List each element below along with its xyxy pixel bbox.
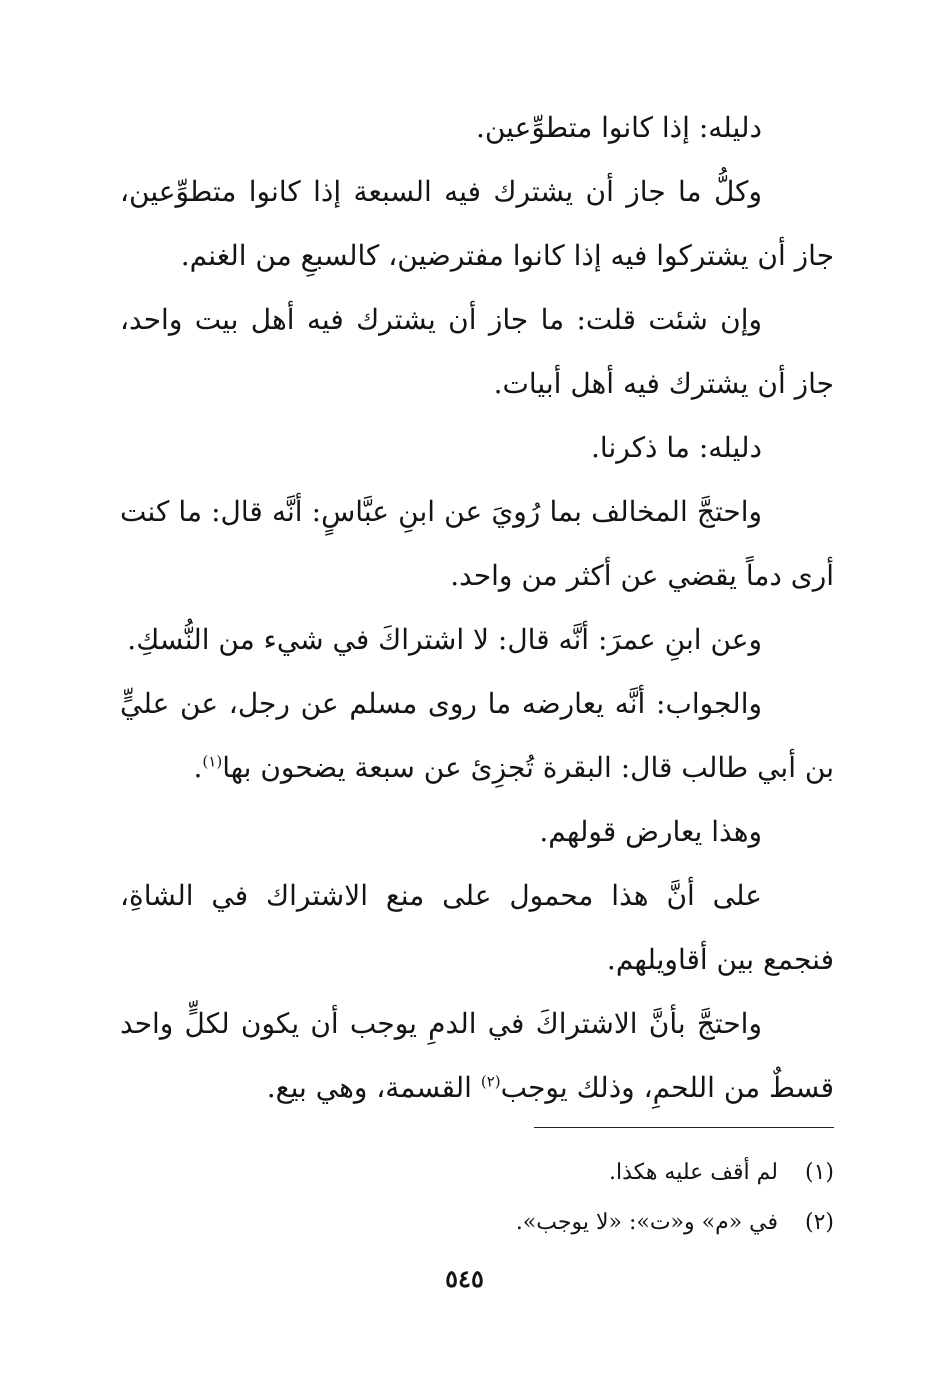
footnote-separator bbox=[534, 1127, 834, 1128]
main-text bbox=[120, 96, 834, 1120]
paragraph-7-text: والجواب: أنَّه يعارضه ما روى مسلم عن رجل، عن عليٍّ بن أبي طالب قال: البقرة تُجزِئ عن سبعة يضحون بها bbox=[120, 687, 834, 784]
paragraph-10 bbox=[120, 992, 834, 1120]
footnote-number: (١) bbox=[804, 1160, 834, 1185]
paragraph-9: على أنَّ هذا محمول على منع الاشتراك في الشاةِ، فنجمع بين أقاويلهم. bbox=[120, 879, 834, 976]
paragraph-1: دليله: إذا كانوا متطوِّعين. bbox=[475, 111, 762, 144]
paragraph-2: وكلُّ ما جاز أن يشترك فيه السبعة إذا كانوا متطوِّعين، جاز أن يشتركوا فيه إذا كانوا مفترضين، كالسبعِ من الغنم. bbox=[120, 175, 834, 272]
footnote-text: في «م» و«ت»: «لا يوجب». bbox=[515, 1210, 778, 1235]
page-number: ٥٤٥ bbox=[445, 1264, 484, 1293]
footnote-1 bbox=[120, 1148, 834, 1198]
paragraph-10-text: واحتجَّ بأنَّ الاشتراكَ في الدمِ يوجب أن يكون لكلٍّ واحد قسطٌ من اللحمِ، وذلك يوجب bbox=[120, 1007, 834, 1104]
footnote-number: (٢) bbox=[804, 1210, 834, 1235]
paragraph-7-after: . bbox=[193, 751, 203, 784]
footnote-ref-1: (١) bbox=[202, 752, 223, 771]
footnote-ref-2: (٢) bbox=[480, 1072, 501, 1091]
paragraph-6: وعن ابنِ عمرَ: أنَّه قال: لا اشتراكَ في شيء من النُّسكِ. bbox=[127, 623, 762, 656]
paragraph-10-after: القسمة، وهي بيع. bbox=[266, 1071, 481, 1104]
paragraph-3: وإن شئت قلت: ما جاز أن يشترك فيه أهل بيت واحد، جاز أن يشترك فيه أهل أبيات. bbox=[120, 303, 834, 400]
footnote-2 bbox=[120, 1198, 834, 1248]
paragraph-4: دليله: ما ذكرنا. bbox=[591, 431, 762, 464]
paragraph-5: واحتجَّ المخالف بما رُويَ عن ابنِ عبَّاسٍ: أنَّه قال: ما كنت أرى دماً يقضي عن أكثر من واحد. bbox=[120, 495, 834, 592]
footnote-text: لم أقف عليه هكذا. bbox=[609, 1160, 778, 1185]
paragraph-8: وهذا يعارض قولهم. bbox=[539, 815, 762, 848]
footnotes bbox=[120, 1148, 834, 1248]
paragraph-7 bbox=[120, 672, 834, 800]
